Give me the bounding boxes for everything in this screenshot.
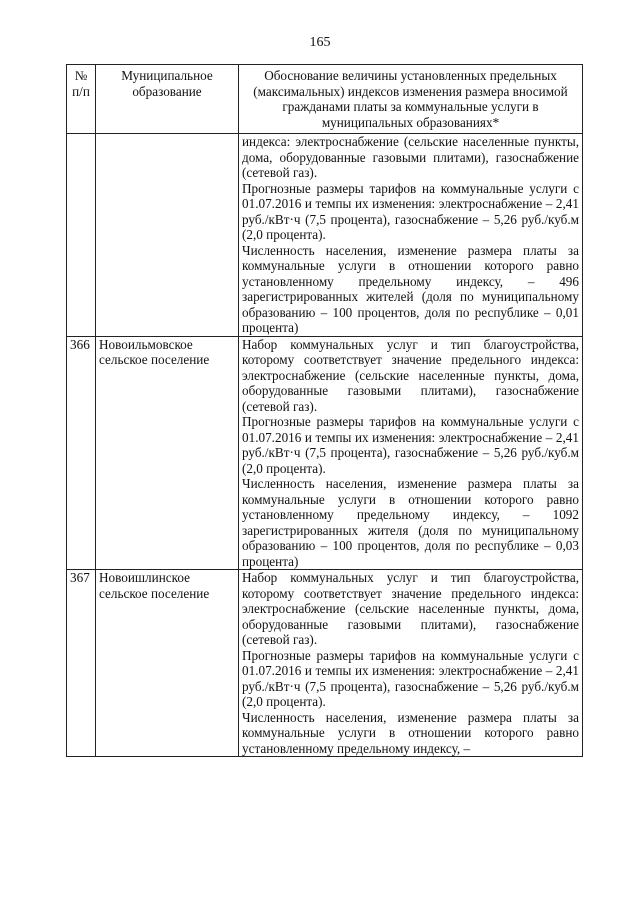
table-row xyxy=(67,134,583,337)
header-num: № п/п xyxy=(67,65,96,134)
table-row xyxy=(67,336,583,570)
table-header-row xyxy=(67,65,583,134)
row-municipality: Новоильмовское сельское поселение xyxy=(96,336,239,570)
paragraph: Численность населения, изменение размера платы за коммунальные услуги в отношении которого равно установленному предельному индексу, – 496 зарегистрированных жителей (доля по муниципальному образованию – 100 процентов, доля по республике – 0,01 процента) xyxy=(242,242,579,335)
paragraph: Набор коммунальных услуг и тип благоустройства, которому соответствует значение предельного индекса: электроснабжение (сельские населенные пункты, дома, оборудованные газовыми плитами), газоснабжение (сетевой газ). xyxy=(242,570,579,647)
page-number: 165 xyxy=(309,35,331,50)
header-municipality: Муниципальное образование xyxy=(96,65,239,134)
row-number xyxy=(67,134,96,337)
row-justification xyxy=(239,336,583,570)
row-municipality xyxy=(96,134,239,337)
table-row xyxy=(67,570,583,757)
row-justification xyxy=(239,134,583,337)
row-justification xyxy=(239,570,583,757)
paragraph: Численность населения, изменение размера платы за коммунальные услуги в отношении которого равно установленному предельному индексу, – xyxy=(242,709,579,756)
paragraph: индекса: электроснабжение (сельские населенные пункты, дома, оборудованные газовыми плитами), газоснабжение (сетевой газ). xyxy=(242,134,579,180)
tariff-table xyxy=(66,64,583,757)
paragraph: Прогнозные размеры тарифов на коммунальные услуги с 01.07.2016 и темпы их изменения: электроснабжение – 2,41 руб./кВт·ч (7,5 процента), газоснабжение – 5,26 руб./куб.м (2,0 процента). xyxy=(242,414,579,476)
row-number: 367 xyxy=(67,570,96,757)
paragraph: Прогнозные размеры тарифов на коммунальные услуги с 01.07.2016 и темпы их изменения: электроснабжение – 2,41 руб./кВт·ч (7,5 процента), газоснабжение – 5,26 руб./куб.м (2,0 процента). xyxy=(242,180,579,242)
header-justification: Обоснование величины установленных предельных (максимальных) индексов изменения размера вносимой гражданами платы за коммунальные услуги в муниципальных образованиях* xyxy=(239,65,583,134)
row-number: 366 xyxy=(67,336,96,570)
paragraph: Прогнозные размеры тарифов на коммунальные услуги с 01.07.2016 и темпы их изменения: электроснабжение – 2,41 руб./кВт·ч (7,5 процента), газоснабжение – 5,26 руб./куб.м (2,0 процента). xyxy=(242,647,579,709)
paragraph: Набор коммунальных услуг и тип благоустройства, которому соответствует значение предельного индекса: электроснабжение (сельские населенные пункты, дома, оборудованные газовыми плитами), газоснабжение (сетевой газ). xyxy=(242,336,579,414)
paragraph: Численность населения, изменение размера платы за коммунальные услуги в отношении которого равно установленному предельному индексу, – 1092 зарегистрированных жителя (доля по муниципальному образованию – 100 процентов, доля по республике – 0,03 процента) xyxy=(242,476,579,569)
row-municipality: Новоишлинское сельское поселение xyxy=(96,570,239,757)
